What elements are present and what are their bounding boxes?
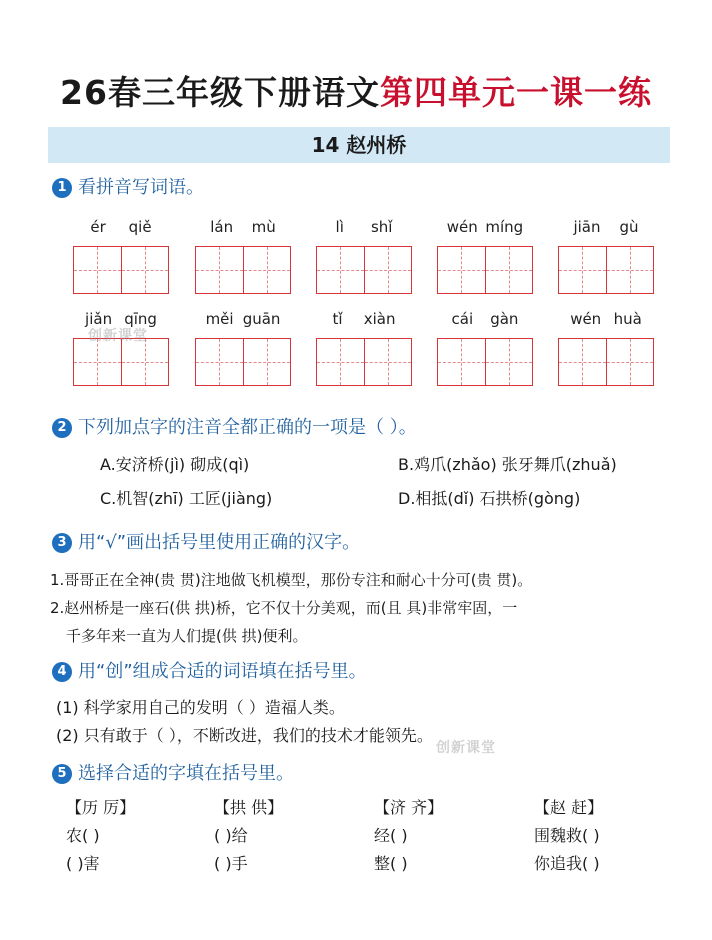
section-number: 1 (52, 178, 72, 198)
pinyin: tǐ (332, 310, 343, 328)
section-title: 看拼音写词语。 (78, 177, 204, 198)
sentence-2-continued: 千多年来一直为人们提(供 拱)便利。 (66, 627, 308, 645)
pinyin-cell (316, 310, 412, 386)
section-number: 3 (52, 533, 72, 553)
choice-blank: 农( ) (66, 826, 100, 845)
choice-blank: ( )手 (214, 854, 248, 873)
pinyin: shǐ (370, 218, 393, 236)
pinyin: cái (451, 310, 474, 328)
pinyin: jiǎn (85, 310, 113, 328)
choice-label: 【拱 供】 (214, 798, 284, 817)
fill-sentence-2: (2) 只有敢于（ ），不断改进，我们的技术才能领先。 (56, 726, 433, 745)
choice-label: 【赵 赶】 (534, 798, 604, 817)
writing-boxes[interactable] (316, 246, 412, 294)
writing-boxes[interactable] (437, 338, 533, 386)
pinyin: měi (205, 310, 234, 328)
section-number: 4 (52, 662, 72, 682)
section-3-heading (52, 531, 360, 555)
pinyin: lán (210, 218, 234, 236)
choice-label: 【济 齐】 (374, 798, 444, 817)
pinyin-row-1 (73, 218, 663, 298)
page-title (0, 72, 712, 114)
option-a: A.安济桥(jì) 砌成(qì) (100, 455, 250, 474)
choice-blank: 你追我( ) (534, 854, 600, 873)
choice-blank: 经( ) (374, 826, 408, 845)
fill-sentence-1: (1) 科学家用自己的发明（ ）造福人类。 (56, 698, 345, 717)
pinyin: qīng (124, 310, 157, 328)
option-b: B.鸡爪(zhǎo) 张牙舞爪(zhuǎ) (398, 455, 617, 474)
pinyin: míng (485, 218, 524, 236)
pinyin: mù (251, 218, 276, 236)
lesson-title: 14 赵州桥 (48, 127, 670, 163)
writing-boxes[interactable] (316, 338, 412, 386)
pinyin-cell (195, 218, 291, 294)
pinyin: guān (242, 310, 281, 328)
writing-boxes[interactable] (195, 246, 291, 294)
option-d: D.相抵(dǐ) 石拱桥(gòng) (398, 489, 581, 508)
choice-blank: 围魏救( ) (534, 826, 600, 845)
section-title: 用“创”组成合适的词语填在括号里。 (78, 661, 367, 682)
pinyin-cell (195, 310, 291, 386)
title-prefix: 26春三年级下册语文 (60, 73, 380, 112)
section-title: 用“√”画出括号里使用正确的汉字。 (78, 532, 361, 553)
pinyin-cell (73, 310, 169, 386)
option-c: C.机智(zhī) 工匠(jiàng) (100, 489, 273, 508)
pinyin: jiān (573, 218, 601, 236)
section-1-heading (52, 176, 204, 200)
pinyin-cell (73, 218, 169, 294)
pinyin: ér (90, 218, 106, 236)
pinyin: gù (619, 218, 639, 236)
pinyin: wén (446, 218, 478, 236)
section-2-heading (52, 416, 417, 440)
pinyin: xiàn (363, 310, 396, 328)
pinyin-cell (558, 218, 654, 294)
title-highlight: 第四单元一课一练 (379, 73, 652, 112)
writing-boxes[interactable] (558, 246, 654, 294)
writing-boxes[interactable] (558, 338, 654, 386)
watermark: 创新课堂 (88, 328, 148, 344)
choice-label: 【历 厉】 (66, 798, 136, 817)
section-title: 下列加点字的注音全都正确的一项是（ ）。 (78, 417, 417, 438)
pinyin-cell (316, 218, 412, 294)
pinyin-cell (437, 218, 533, 294)
pinyin: lì (335, 218, 344, 236)
sentence-2: 2.赵州桥是一座石(供 拱)桥，它不仅十分美观，而(且 具)非常牢固，一 (50, 599, 518, 617)
writing-boxes[interactable] (73, 246, 169, 294)
pinyin-cell (558, 310, 654, 386)
writing-boxes[interactable] (73, 338, 169, 386)
sentence-1: 1.哥哥正在全神(贵 贯)注地做飞机模型，那份专注和耐心十分可(贵 贯)。 (50, 571, 533, 589)
pinyin: wén (570, 310, 602, 328)
pinyin-row-2 (73, 310, 663, 390)
section-4-heading (52, 660, 367, 684)
writing-boxes[interactable] (437, 246, 533, 294)
watermark: 创新课堂 (436, 740, 496, 756)
pinyin: gàn (490, 310, 519, 328)
section-title: 选择合适的字填在括号里。 (78, 763, 294, 784)
writing-boxes[interactable] (195, 338, 291, 386)
pinyin: huà (613, 310, 642, 328)
section-number: 2 (52, 418, 72, 438)
pinyin: qiě (128, 218, 152, 236)
choice-blank: ( )害 (66, 854, 100, 873)
choice-blank: 整( ) (374, 854, 408, 873)
section-5-heading (52, 762, 294, 786)
section-number: 5 (52, 764, 72, 784)
choice-blank: ( )给 (214, 826, 248, 845)
pinyin-cell (437, 310, 533, 386)
